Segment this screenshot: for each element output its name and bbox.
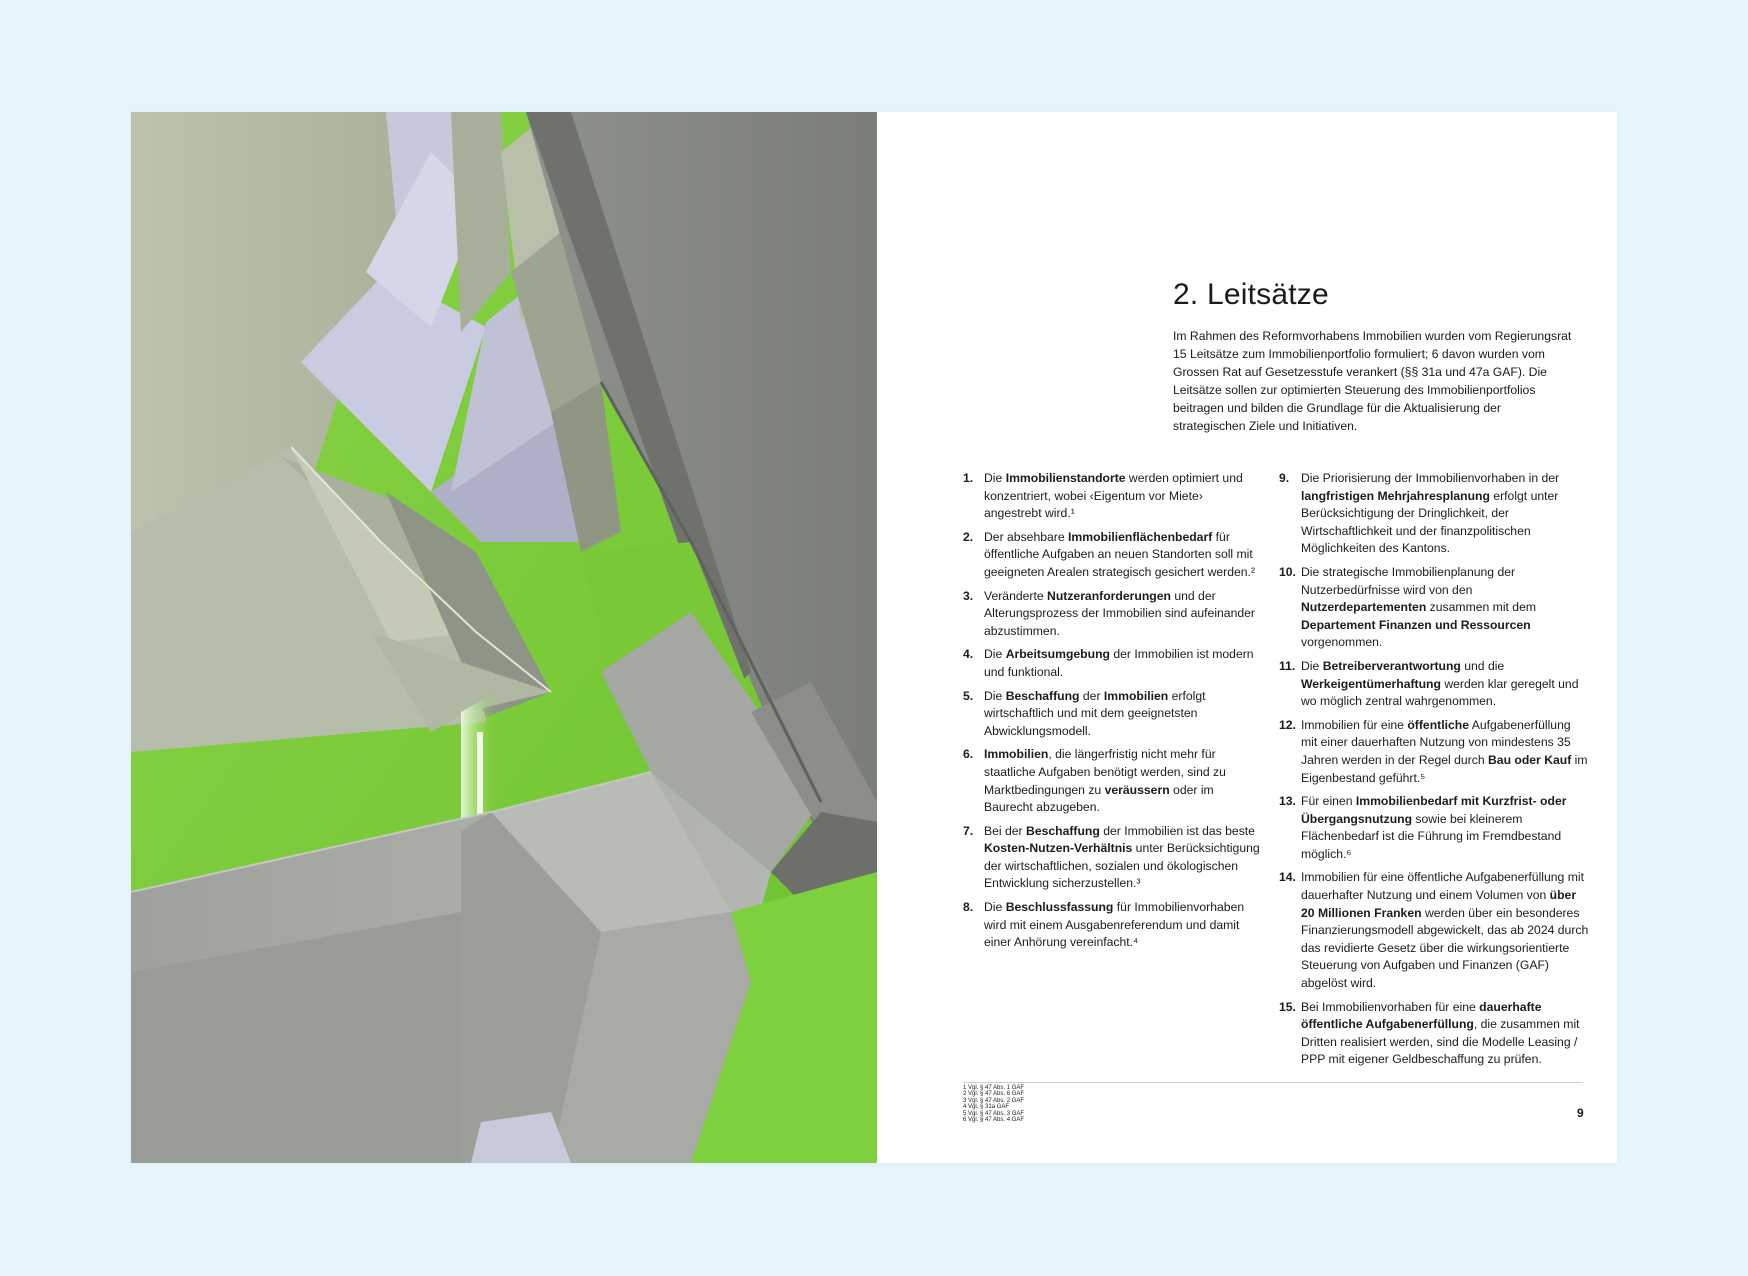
principle-keyword: öffentliche (1407, 717, 1469, 732)
principles-list-left (963, 470, 1263, 958)
principle-text: , die zusammen mit Dritten realisiert werden, sind die Modelle Leasing / PPP mit eigener Geldbeschaffung zu prüfen. (1301, 1017, 1580, 1067)
principle-item (1279, 717, 1589, 787)
principle-number: 5. (963, 688, 974, 703)
principle-text: werden klar geregelt und wo möglich zentral wahrgenommen. (1301, 676, 1579, 709)
principle-keyword: Immobilienstandorte (1005, 471, 1126, 485)
footnote: 5 Vgl. § 47 Abs. 3 GAF (963, 1110, 1025, 1117)
principle-text: Die (1301, 658, 1323, 673)
principle-number: 12. (1279, 717, 1296, 732)
footnote-divider (963, 1082, 1583, 1083)
principle-text: Immobilien für eine (1301, 717, 1408, 732)
intro-paragraph: Im Rahmen des Reformvorhabens Immobilien wurden vom Regierungsrat 15 Leitsätze zum Immobilienportfolio formuliert; 6 davon wurden vom Grossen Rat auf Gesetzesstufe verankert (§§ 31a und 47a GAF). Die Leitsätze sollen zur optimierten Steuerung des Immobilienportfolios beitragen und bilden die Grundlage für die Aktualisierung der strategischen Ziele und Initiativen. (1173, 329, 1572, 433)
principle-number: 8. (963, 900, 974, 915)
principle-keyword: Arbeitsumgebung (1005, 647, 1110, 662)
principle-number: 1. (963, 471, 974, 485)
document-spread (131, 112, 1617, 1163)
principle-text: im Eigenbestand geführt.⁵ (1301, 752, 1588, 785)
principle-text: Die (984, 688, 1006, 703)
principle-text: der Immobilien ist modern und funktional. (984, 647, 1254, 679)
principle-text: Die (984, 647, 1006, 662)
principle-text: vorgenommen. (1301, 635, 1383, 650)
principle-text: Die (984, 900, 1006, 915)
principle-text: , die längerfristig nicht mehr für staatliche Aufgaben benötigt werden, sind zu Marktbedingungen zu (984, 747, 1226, 797)
principle-keyword: Departement Finanzen und Ressourcen (1301, 617, 1531, 632)
principle-text: erfolgt wirtschaftlich und mit dem geeignetsten Abwicklungsmodell. (984, 688, 1206, 738)
principle-item (1279, 869, 1589, 992)
principle-item (963, 529, 1263, 582)
principle-keyword: Immobilienflächenbedarf (1068, 529, 1213, 544)
principle-text: Aufgabenerfüllung mit einer dauerhaften Nutzung von mindestens 35 Jahren werden in der Regel durch (1301, 717, 1571, 767)
principle-text: und die (1460, 658, 1505, 673)
principle-text: für Immobilienvorhaben wird mit einem Ausgabenreferendum und damit einer Anhörung vereinfacht.⁴ (984, 900, 1245, 950)
principle-number: 4. (963, 647, 974, 662)
footnote: 1 Vgl. § 47 Abs. 1 GAF (963, 1085, 1025, 1091)
principle-text: werden optimiert und konzentriert, wobei ‹Eigentum vor Miete› angestrebt wird.¹ (984, 471, 1243, 521)
principle-item (1279, 793, 1589, 863)
principle-text: Bei der (984, 823, 1027, 838)
principle-number: 7. (963, 823, 974, 838)
principle-keyword: Nutzeranforderungen (1047, 588, 1171, 603)
principle-text: der Immobilien ist das beste (1099, 823, 1255, 838)
principle-keyword: Beschaffung (1005, 688, 1080, 703)
principle-number: 15. (1279, 999, 1296, 1014)
staircase-photo (131, 112, 877, 1163)
principle-keyword: Immobilien (1103, 688, 1169, 703)
principle-item (1279, 564, 1589, 652)
page-number: 9 (1577, 1106, 1584, 1120)
footnote: 2 Vgl. § 47 Abs. 6 GAF (963, 1091, 1025, 1098)
principle-keyword: veräussern (1104, 782, 1170, 797)
principle-text: Veränderte (984, 588, 1048, 603)
principle-text: sowie bei kleinerem Flächenbedarf ist die Führung im Fremdbestand möglich.⁶ (1301, 811, 1562, 861)
principle-item (963, 588, 1263, 641)
principle-text: Für einen (1301, 794, 1356, 809)
principle-text: erfolgt unter Berücksichtigung der Dringlichkeit, der Wirtschaftlichkeit und der finanzpolitischen Möglichkeiten des Kantons. (1301, 488, 1559, 556)
principle-item (963, 823, 1263, 893)
principle-keyword: Beschaffung (1026, 823, 1100, 838)
principle-text: zusammen mit dem (1426, 600, 1537, 615)
text-page (877, 112, 1617, 1163)
principle-text: Der absehbare (984, 529, 1069, 544)
principle-number: 6. (963, 747, 974, 762)
principle-number: 2. (963, 529, 974, 544)
principle-item (963, 470, 1263, 523)
principle-text: unter Berücksichtigung der wirtschaftlichen, sozialen und ökologischen Entwicklung sicherzustellen.³ (984, 841, 1260, 891)
principle-text: Immobilien für eine öffentliche Aufgabenerfüllung mit dauerhafter Nutzung und einem Volumen von (1301, 870, 1584, 903)
principle-text: werden über ein besonderes Finanzierungsmodell abgewickelt, das ab 2024 durch das revidierte Gesetz über die wirkungsorientierte Steuerung von Aufgaben und Finanzen (GAF) abgelöst wird. (1301, 905, 1589, 991)
footnote: 4 Vgl. § 31a GAF (963, 1104, 1010, 1111)
principle-keyword: Werkeigentümerhaftung (1301, 676, 1441, 691)
principle-number: 13. (1279, 794, 1296, 809)
principle-item (963, 899, 1263, 952)
principle-item (1279, 470, 1589, 558)
principle-number: 10. (1279, 564, 1296, 579)
principle-number: 3. (963, 588, 974, 603)
principle-keyword: Immobilienbedarf mit Kurzfrist- oder Übergangsnutzung (1301, 794, 1567, 826)
principle-keyword: Beschlussfassung (1005, 900, 1114, 915)
principle-number: 11. (1279, 658, 1296, 673)
principle-keyword: Immobilien (984, 747, 1049, 762)
principle-number: 14. (1279, 870, 1296, 885)
principle-text: der (1079, 688, 1104, 703)
principle-keyword: dauerhafte öffentliche Aufgabenerfüllung (1301, 999, 1542, 1032)
principle-item (1279, 999, 1589, 1069)
principle-item (963, 746, 1263, 816)
principle-keyword: Betreiberverantwortung (1322, 658, 1461, 673)
principle-number: 9. (1279, 471, 1290, 485)
principle-text: oder im Baurecht abzugeben. (984, 782, 1214, 815)
principle-keyword: über 20 Millionen Franken (1301, 888, 1577, 920)
principle-text: und der Alterungsprozess der Immobilien sind aufeinander abzustimmen. (984, 588, 1255, 638)
principle-keyword: Kosten-Nutzen-Verhältnis (984, 841, 1133, 856)
principle-text: Die Priorisierung der Immobilienvorhaben in der (1301, 471, 1560, 485)
principles-list-right (1279, 470, 1589, 1075)
footnote: 3 Vgl. § 47 Abs. 2 GAF (963, 1097, 1025, 1104)
principle-item (963, 688, 1263, 741)
principle-keyword: Bau oder Kauf (1487, 752, 1572, 767)
footnote: 6 Vgl. § 47 Abs. 4 GAF (963, 1117, 1025, 1124)
page-title: 2. Leitsätze (1173, 278, 1329, 311)
principle-item (963, 646, 1263, 681)
principle-keyword: langfristigen Mehrjahresplanung (1301, 488, 1490, 503)
principle-text: für öffentliche Aufgaben an neuen Standorten soll mit geeigneten Arealen strategisch gesichert werden.² (984, 529, 1255, 579)
principle-text: Die (984, 471, 1006, 485)
footnotes (963, 1085, 1024, 1123)
principle-item (1279, 658, 1589, 711)
principle-text: Die strategische Immobilienplanung der Nutzerbedürfnisse wird von den (1301, 564, 1516, 597)
principle-text: Bei Immobilienvorhaben für eine (1301, 999, 1480, 1014)
principle-keyword: Nutzerdepartementen (1301, 600, 1427, 615)
